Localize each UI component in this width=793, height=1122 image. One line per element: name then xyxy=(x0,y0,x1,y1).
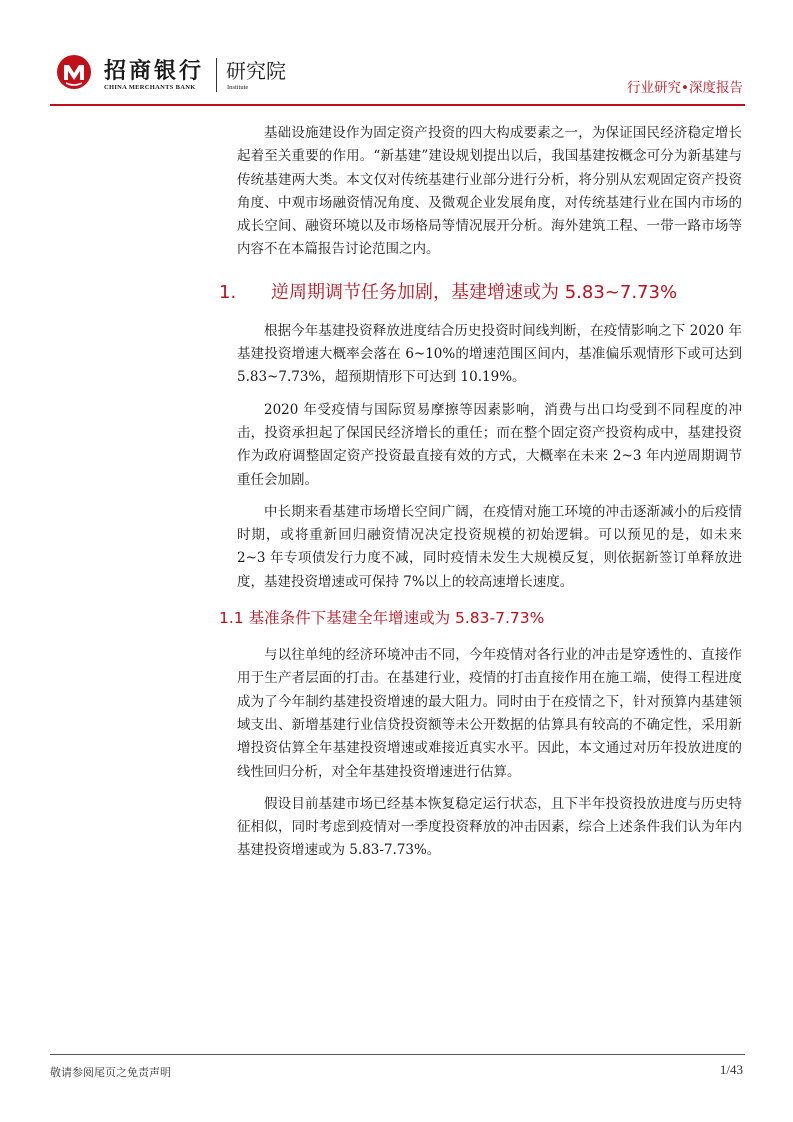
page-header xyxy=(50,46,745,104)
brand-name: 招商银行 xyxy=(104,59,205,84)
section-number: 1. xyxy=(219,281,237,303)
cmb-logo-icon xyxy=(56,54,92,90)
body-paragraph: 中长期来看基建市场增长空间广阔，在疫情对施工环境的冲击逐渐减小的后疫情时期，或将重新回归融资情况决定投资规模的初始逻辑。可以预见的是，如未来 2~3 年专项债发行力度不减，同时疫情未发生大规模反复，则依据新签订单释放进度，基建投资增速或可保持 7%以上的较高速增长速度。 xyxy=(237,503,742,590)
institute-name: 研究院 xyxy=(226,59,286,83)
page-number: 1/43 xyxy=(719,1062,743,1077)
body-paragraph: 根据今年基建投资释放进度结合历史投资时间线判断，在疫情影响之下 2020 年基建投资增速大概率会落在 6~10%的增速范围区间内，基准偏乐观情形下或可达到 5.83~7.73%，超预期情形下可达到 10.19%。 xyxy=(237,322,742,386)
section-title: 逆周期调节任务加剧，基建增速或为 5.83~7.73% xyxy=(271,281,678,303)
main-content xyxy=(219,122,742,872)
disclaimer-note: 敬请参阅尾页之免责声明 xyxy=(50,1066,171,1079)
brand-name-en: CHINA MERCHANTS BANK xyxy=(104,84,196,91)
subsection-heading: 1.1 基准条件下基建全年增速或为 5.83-7.73% xyxy=(219,609,545,628)
body-paragraph: 2020 年受疫情与国际贸易摩擦等因素影响，消费与出口均受到不同程度的冲击，投资承担起了保国民经济增长的重任；而在整个固定资产投资构成中，基建投资作为政府调整固定资产投资最直接有效的方式，大概率在未来 2~3 年内逆周期调节重任会加剧。 xyxy=(237,401,742,488)
institute-name-en: Institute xyxy=(227,84,249,91)
footer-rule xyxy=(50,1054,745,1055)
report-type-label: 行业研究•深度报告 xyxy=(627,80,743,96)
body-paragraph: 与以往单纯的经济环境冲击不同，今年疫情对各行业的冲击是穿透性的、直接作用于生产者层面的打击。在基建行业，疫情的打击直接作用在施工端，使得工程进度成为了今年制约基建投资增速的最大阻力。同时由于在疫情之下，针对预算内基建领域支出、新增基建行业信贷投资额等未公开数据的估算具有较高的不确定性，采用新增投资估算全年基建投资增速或难接近真实水平。因此，本文通过对历年投放进度的线性回归分析，对全年基建投资增速进行估算。 xyxy=(237,647,742,780)
header-rule xyxy=(50,104,745,106)
body-paragraph: 假设目前基建市场已经基本恢复稳定运行状态，且下半年投资投放进度与历史特征相似，同时考虑到疫情对一季度投资释放的冲击因素，综合上述条件我们认为年内基建投资增速或为 5.83-7.73%。 xyxy=(237,795,742,859)
section-heading xyxy=(219,280,742,306)
intro-paragraph: 基础设施建设作为固定资产投资的四大构成要素之一，为保证国民经济稳定增长起着至关重要的作用。“新基建”建设规划提出以后，我国基建按概念可分为新基建与传统基建两大类。本文仅对传统基建行业部分进行分析，将分别从宏观固定资产投资角度、中观市场融资情况角度、及微观企业发展角度，对传统基建行业在国内市场的成长空间、融资环境以及市场格局等情况展开分析。海外建筑工程、一带一路市场等内容不在本篇报告讨论范围之内。 xyxy=(237,125,742,258)
header-divider xyxy=(216,58,217,92)
